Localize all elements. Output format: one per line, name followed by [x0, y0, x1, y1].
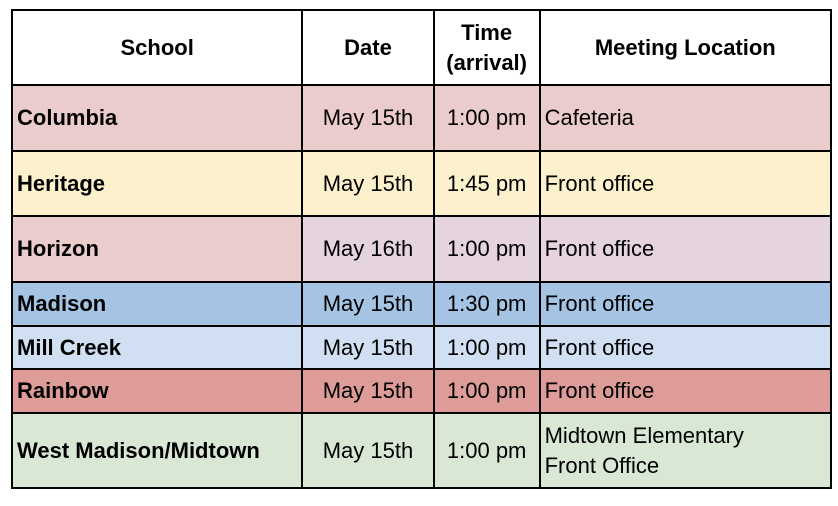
date-cell: May 15th	[302, 85, 433, 151]
school-cell: Rainbow	[12, 369, 302, 413]
time-cell: 1:00 pm	[434, 85, 540, 151]
time-cell: 1:45 pm	[434, 151, 540, 216]
school-cell: Horizon	[12, 216, 302, 282]
table-row	[12, 216, 831, 282]
time-cell: 1:00 pm	[434, 369, 540, 413]
location-cell: Front office	[540, 369, 831, 413]
school-cell: Heritage	[12, 151, 302, 216]
school-cell: Mill Creek	[12, 326, 302, 369]
table-row	[12, 326, 831, 369]
header-school: School	[12, 10, 302, 85]
table-row	[12, 85, 831, 151]
header-time	[434, 10, 540, 85]
location-cell: Front office	[540, 216, 831, 282]
schedule-table	[11, 9, 832, 489]
table-row	[12, 282, 831, 326]
table-row	[12, 413, 831, 488]
time-cell: 1:30 pm	[434, 282, 540, 326]
date-cell: May 16th	[302, 216, 433, 282]
table-row	[12, 151, 831, 216]
header-date: Date	[302, 10, 433, 85]
date-cell: May 15th	[302, 413, 433, 488]
date-cell: May 15th	[302, 282, 433, 326]
header-row	[12, 10, 831, 85]
school-cell: Columbia	[12, 85, 302, 151]
header-time-label: Time	[461, 19, 513, 45]
school-cell: Madison	[12, 282, 302, 326]
location-line: Midtown Elementary	[544, 422, 744, 448]
date-cell: May 15th	[302, 326, 433, 369]
school-cell: West Madison/Midtown	[12, 413, 302, 488]
header-time-qualifier: (arrival)	[446, 49, 527, 75]
location-cell: Front office	[540, 282, 831, 326]
location-cell: Cafeteria	[540, 85, 831, 151]
location-cell: Front office	[540, 151, 831, 216]
time-cell: 1:00 pm	[434, 216, 540, 282]
date-cell: May 15th	[302, 151, 433, 216]
location-cell: Front office	[540, 326, 831, 369]
header-location: Meeting Location	[540, 10, 831, 85]
location-cell	[540, 413, 831, 488]
time-cell: 1:00 pm	[434, 326, 540, 369]
date-cell: May 15th	[302, 369, 433, 413]
table-row	[12, 369, 831, 413]
location-line: Front Office	[544, 452, 660, 478]
time-cell: 1:00 pm	[434, 413, 540, 488]
